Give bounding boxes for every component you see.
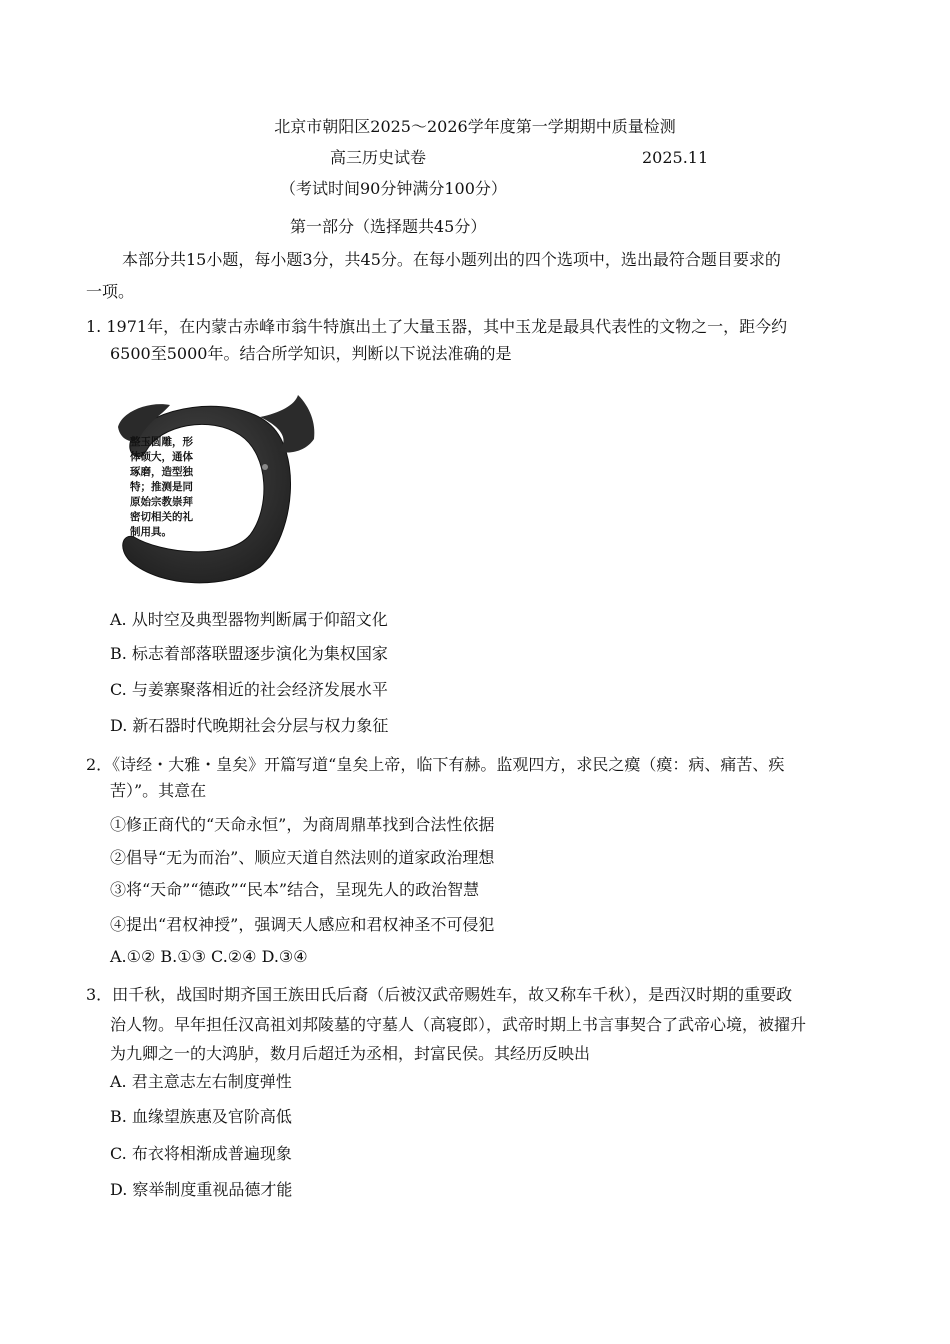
jade-caption-line: 整玉圆雕，形 xyxy=(130,436,193,448)
jade-caption-line: 原始宗教崇拜 xyxy=(130,496,193,508)
jade-caption-line: 琢磨，造型独 xyxy=(130,466,193,478)
exam-title: 北京市朝阳区2025～2026学年度第一学期期中质量检测 xyxy=(274,117,676,136)
q2-statement-1: ①修正商代的“天命永恒”，为商周鼎革找到合法性依据 xyxy=(110,815,495,834)
q3-option-b[interactable]: B. 血缘望族惠及官阶高低 xyxy=(110,1107,292,1126)
part-intro-line1: 本部分共15小题，每小题3分，共45分。在每小题列出的四个选项中，选出最符合题目要求的 xyxy=(122,250,781,269)
q2-options[interactable]: A.①② B.①③ C.②④ D.③④ xyxy=(110,947,308,966)
q3-option-a[interactable]: A. 君主意志左右制度弹性 xyxy=(110,1072,292,1091)
jade-caption-line: 制用具。 xyxy=(130,526,172,538)
q3-stem-line3: 为九卿之一的大鸿胪，数月后超迁为丞相，封富民侯。其经历反映出 xyxy=(110,1044,591,1063)
q2-statement-4: ④提出“君权神授”，强调天人感应和君权神圣不可侵犯 xyxy=(110,915,495,934)
q3-stem-line2: 治人物。早年担任汉高祖刘邦陵墓的守墓人（高寝郎），武帝时期上书言事契合了武帝心境，被擢升 xyxy=(110,1015,807,1034)
jade-dragon-image xyxy=(110,385,325,590)
exam-date: 2025.11 xyxy=(642,148,709,167)
exam-subject: 高三历史试卷 xyxy=(330,148,427,167)
q1-stem-line2: 6500至5000年。结合所学知识，判断以下说法准确的是 xyxy=(110,344,512,363)
q2-statement-3: ③将“天命”“德政”“民本”结合，呈现先人的政治智慧 xyxy=(110,880,480,899)
q2-statement-2: ②倡导“无为而治”、顺应天道自然法则的道家政治理想 xyxy=(110,848,495,867)
part-intro-line2: 一项。 xyxy=(86,282,135,301)
q3-option-d[interactable]: D. 察举制度重视品德才能 xyxy=(110,1180,293,1199)
q1-option-a[interactable]: A. 从时空及典型器物判断属于仰韶文化 xyxy=(110,610,388,629)
exam-time-note: （考试时间90分钟满分100分） xyxy=(280,179,507,198)
jade-caption-line: 体硕大，通体 xyxy=(130,451,193,463)
q2-stem-line2: 苦）”。其意在 xyxy=(110,781,207,800)
q3-option-c[interactable]: C. 布衣将相渐成普遍现象 xyxy=(110,1144,292,1163)
q1-option-d[interactable]: D. 新石器时代晚期社会分层与权力象征 xyxy=(110,716,389,735)
jade-caption-line: 特；推测是同 xyxy=(130,481,193,493)
part-heading: 第一部分（选择题共45分） xyxy=(290,217,487,236)
jade-caption-line: 密切相关的礼 xyxy=(130,511,193,523)
q2-stem-line1: 2．《诗经・大雅・皇矣》开篇写道“皇矣上帝，临下有赫。监观四方，求民之瘼（瘼：病、痛苦、疾 xyxy=(86,755,785,774)
q1-option-c[interactable]: C. 与姜寨聚落相近的社会经济发展水平 xyxy=(110,680,388,699)
q3-stem-line1: 3．田千秋，战国时期齐国王族田氏后裔（后被汉武帝赐姓车，故又称车千秋），是西汉时期的重要政 xyxy=(86,985,793,1004)
q1-stem-line1: 1. 1971年，在内蒙古赤峰市翁牛特旗出土了大量玉器，其中玉龙是最具代表性的文物之一，距今约 xyxy=(86,317,788,336)
q1-option-b[interactable]: B. 标志着部落联盟逐步演化为集权国家 xyxy=(110,644,388,663)
